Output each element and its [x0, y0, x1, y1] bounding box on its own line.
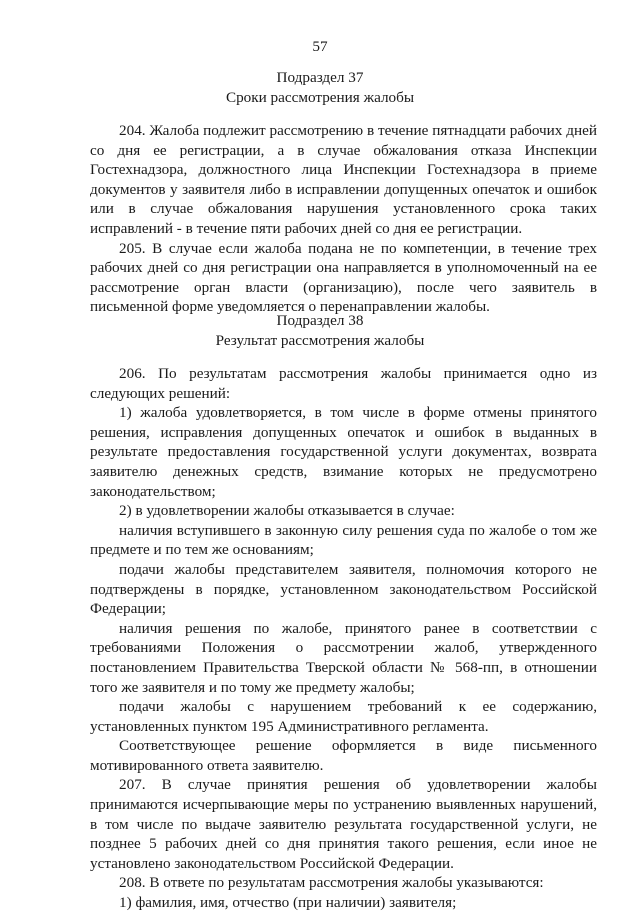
section-37-body — [90, 121, 597, 317]
response-item-1: 1) фамилия, имя, отчество (при наличии) заявителя; — [119, 894, 457, 912]
paragraph-207: 207. В случае принятия решения об удовлетворении жалобы принимаются исчерпывающие меры по устранению выявленных нарушений, в том числе по выдаче заявителю результата государственной услуги, не позднее 5 рабочих дней со дня принятия такого решения, если иное не установлено законодательством Российской Федерации. — [90, 776, 597, 872]
refusal-case-court: наличия вступившего в законную силу решения суда по жалобе о том же предмете и по тем же основаниям; — [90, 521, 597, 559]
decision-format: Соответствующее решение оформляется в виде письменного мотивированного ответа заявителю. — [90, 737, 597, 774]
refusal-case-representative: подачи жалобы представителем заявителя, полномочия которого не подтверждены в порядке, установленном законодательством Российской Федерации; — [90, 560, 597, 618]
section-38-body — [90, 364, 597, 913]
section-37-subtitle: Сроки рассмотрения жалобы — [225, 89, 415, 106]
section-38-title: Подраздел 38 — [276, 312, 364, 329]
paragraph-205: 205. В случае если жалоба подана не по компетенции, в течение трех рабочих дней со дня регистрации она направляется в уполномоченный на ее рассмотрение орган власти (организацию), после чего заявитель в письменной форме уведомляется о перенаправлении жалобы. — [90, 239, 597, 316]
list-item-1: 1) жалоба удовлетворяется, в том числе в форме отмены принятого решения, исправления допущенных опечаток и ошибок в выданных в результате предоставления государственной услуги документах, возврата заявителю денежных средств, взимание которых не предусмотрено законодательством; — [90, 404, 597, 500]
refusal-case-content-violation: подачи жалобы с нарушением требований к ее содержанию, установленных пунктом 195 Административного регламента. — [90, 698, 597, 735]
refusal-case-prior-decision: наличия решения по жалобе, принятого ранее в соответствии с требованиями Положения о рассмотрении жалоб, утвержденного постановлением Правительства Тверской области № 568-пп, в отношении того же заявителя и по тому же предмету жалобы; — [90, 619, 597, 696]
page-number: 57 — [312, 38, 328, 55]
section-38-subtitle: Результат рассмотрения жалобы — [215, 332, 425, 349]
paragraph-204: 204. Жалоба подлежит рассмотрению в течение пятнадцати рабочих дней со дня ее регистрации, а в случае обжалования отказа Инспекции Гостехнадзора, должностного лица Инспекции Гостехнадзора в приеме документов у заявителя либо в исправлении допущенных опечаток и ошибок или в случае обжалования нарушения установленного срока таких исправлений - в течение пяти рабочих дней со дня ее регистрации. — [90, 122, 597, 237]
list-item-2: 2) в удовлетворении жалобы отказывается в случае: — [119, 502, 455, 520]
paragraph-208: 208. В ответе по результатам рассмотрения жалобы указываются: — [119, 874, 544, 892]
paragraph-206: 206. По результатам рассмотрения жалобы принимается одно из следующих решений: — [90, 365, 597, 402]
section-37-title: Подраздел 37 — [276, 69, 364, 86]
